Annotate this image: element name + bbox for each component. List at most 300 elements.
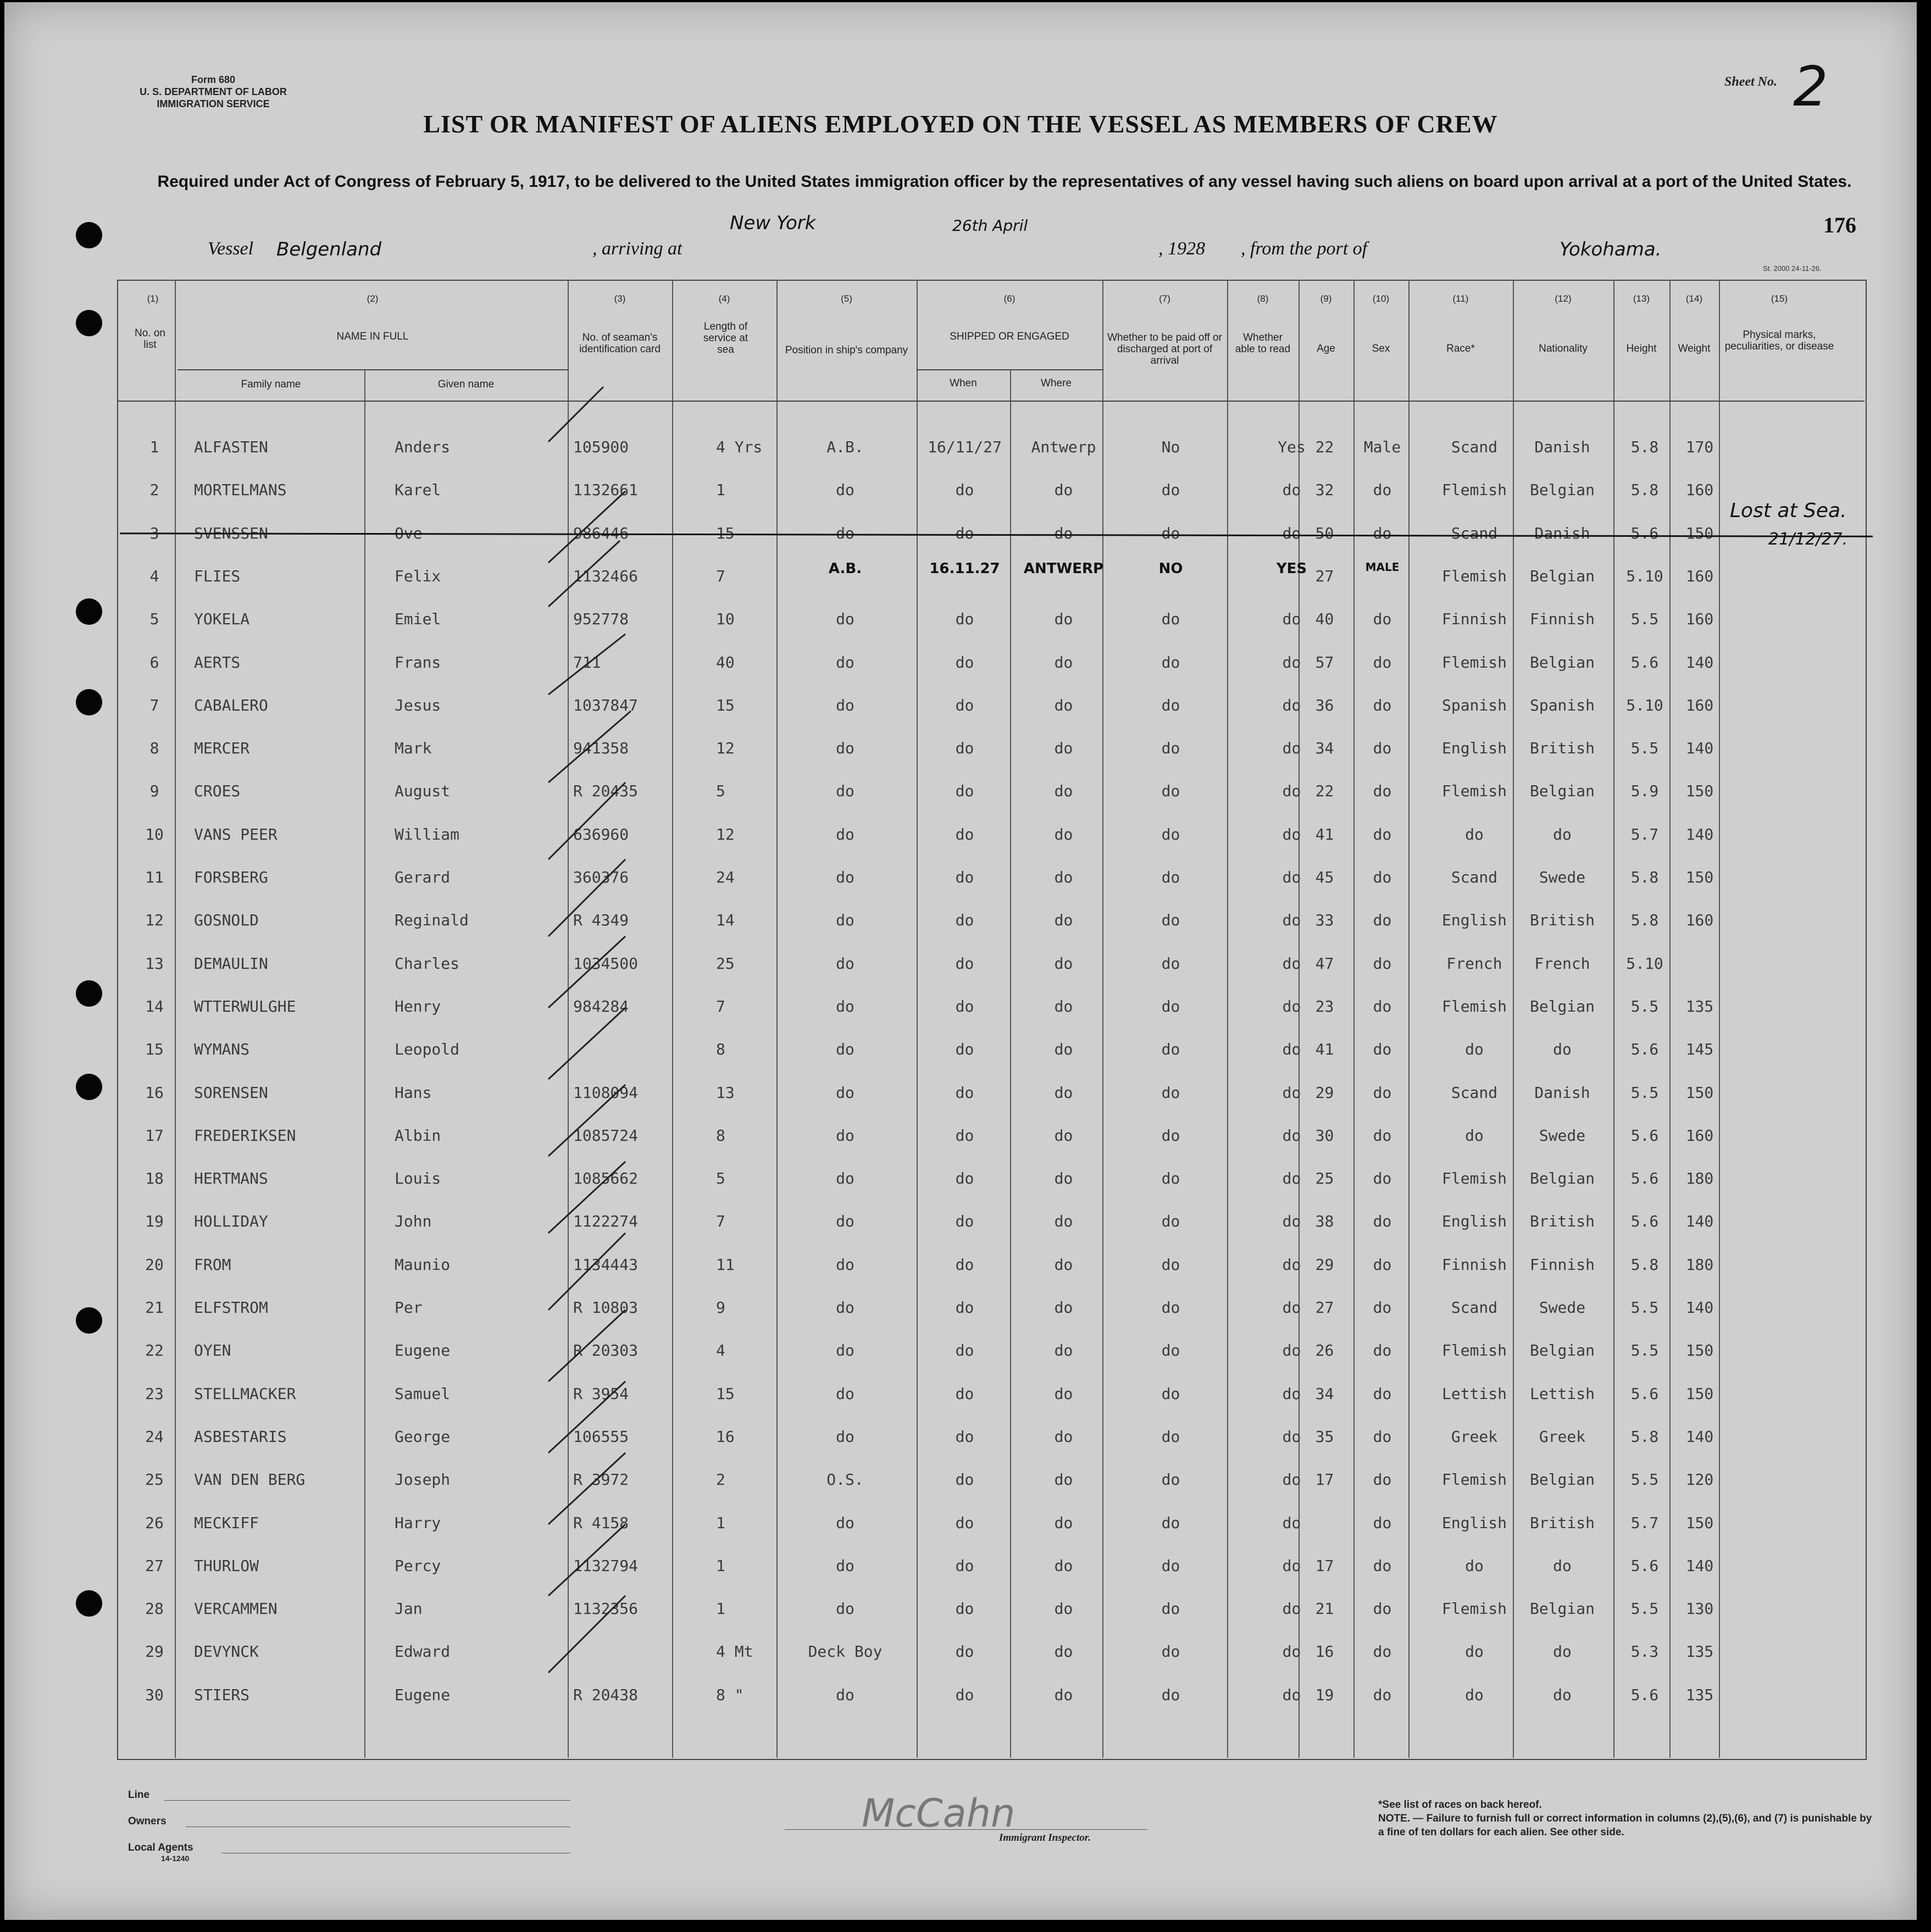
arriving-at: New York [730,212,816,234]
cell-read: do [1282,1084,1301,1102]
cell-wt: 140 [1685,1557,1714,1575]
cell-given: Albin [395,1126,441,1145]
cell-given: Gerard [395,868,451,886]
cell-position: A.B. [826,438,864,456]
cell-given: Felix [395,567,441,585]
from-label: , from the port of [1241,238,1368,259]
cell-id: R 20303 [573,1341,639,1359]
cell-family: FORSBERG [194,868,268,886]
colnum-14: (14) [1685,293,1703,304]
cell-no: 25 [145,1470,164,1489]
cell-given: Louis [395,1169,441,1187]
cell-wt: 135 [1685,1642,1714,1661]
cell-id: R 20438 [573,1686,639,1704]
cell-sex: do [1373,653,1392,671]
cell-no: 11 [145,868,164,886]
cell-age: 25 [1315,1169,1334,1187]
cell-id: 1132794 [573,1557,639,1575]
cell-paid: do [1161,911,1180,929]
cell-read: do [1282,954,1301,973]
cell-wt: 150 [1685,1084,1714,1102]
cell-wt: 180 [1685,1169,1714,1187]
col-sex: Sex [1372,343,1390,354]
cell-read: do [1282,1212,1301,1230]
cell-where: do [1054,868,1073,886]
cell-id: 984284 [573,997,629,1015]
cell-no: 4 [149,567,159,585]
cell-when: do [955,782,974,800]
cell-age: 21 [1315,1600,1334,1618]
cell-age: 17 [1315,1557,1334,1575]
cell-id: 986446 [573,524,629,542]
cell-where: do [1054,739,1073,757]
cell-given: Mark [395,739,432,757]
colnum-8: (8) [1257,293,1269,304]
cell-paid: do [1161,1514,1180,1532]
cell-no: 19 [145,1212,164,1230]
cell-sex: do [1373,825,1392,843]
cell-no: 1 [149,438,159,456]
cell-length: 25 [716,954,735,973]
cell-length: 8 " [716,1686,744,1704]
st-code: St. 2000 24-11-26. [1763,264,1822,273]
cell-position: do [836,1514,854,1532]
footer-code: 14-1240 [161,1854,190,1863]
cell-no: 27 [145,1557,164,1575]
cell-age: 50 [1315,524,1334,542]
cell-no: 28 [145,1600,164,1618]
cell-sex: do [1373,1557,1392,1575]
cell-race: Finnish [1441,1256,1507,1274]
cell-length: 15 [716,1385,735,1403]
cell-family: SORENSEN [194,1084,268,1102]
cell-read: do [1282,825,1301,843]
cell-given: Per [395,1298,423,1317]
cell-position: do [836,1040,854,1058]
cell-when: do [955,868,974,886]
check-marks [4,2,1917,1920]
cell-read: do [1282,739,1301,757]
cell-ht: 5.8 [1630,1256,1659,1274]
cell-id: 1132661 [573,481,639,499]
cell-nat: Belgian [1529,1341,1595,1359]
cell-paid: do [1161,481,1180,499]
cell-read: do [1282,1385,1301,1403]
cell-age: 34 [1315,1385,1334,1403]
cell-position: do [836,653,854,671]
cell-ht: 5.3 [1630,1642,1659,1661]
cell-where: do [1054,1470,1073,1489]
cell-nat: British [1529,739,1595,757]
cell-age: 29 [1315,1084,1334,1102]
cell-sex: do [1373,1428,1392,1446]
cell-family: OYEN [194,1341,231,1359]
cell-race: Flemish [1441,1600,1507,1618]
cell-position: do [836,1600,854,1618]
col-given-name: Given name [437,379,495,390]
cell-position: do [836,1341,854,1359]
cell-position: do [836,1298,854,1317]
cell-family: MORTELMANS [194,481,287,499]
cell-where: do [1054,1084,1073,1102]
cell-length: 7 [716,997,725,1015]
cell-paid: do [1161,1256,1180,1274]
cell-id: R 20435 [573,782,639,800]
cell-family: VANS PEER [194,825,278,843]
cell-race: English [1441,911,1507,929]
cell-family: FLIES [194,567,241,585]
cell-nat: Danish [1534,438,1590,456]
cell-where: do [1054,610,1073,628]
vessel-label: Vessel [208,238,254,259]
cell-when: do [955,1256,974,1274]
cell-given: Harry [395,1514,441,1532]
cell-id: 1037847 [573,696,639,714]
cell-ht: 5.5 [1630,1470,1659,1489]
cell-length: 8 [716,1040,725,1058]
cell-position: do [836,868,854,886]
cell-position: O.S. [826,1470,864,1489]
cell-read: do [1282,1686,1301,1704]
cell-sex: do [1373,1126,1392,1145]
cell-race: do [1465,1557,1484,1575]
cell-when: do [955,1642,974,1661]
cell-ht: 5.5 [1630,1341,1659,1359]
cell-paid: do [1161,610,1180,628]
col-length: Length of service at sea [703,321,748,356]
page-subtitle: Required under Act of Congress of February 5, 1917, to be delivered to the United States immigration officer by the representatives of any vessel having such aliens on board upon arrival at a port of the United States. [157,173,1852,191]
cell-family: AERTS [194,653,241,671]
cell-race: English [1441,739,1507,757]
colnum-11: (11) [1452,293,1469,304]
cell-where: do [1054,696,1073,714]
col-marks: Physical marks, peculiarities, or disease [1724,329,1834,352]
cell-id: 1085724 [573,1126,639,1145]
cell-sex: MALE [1365,560,1400,574]
cell-length: 9 [716,1298,725,1317]
manifest-sheet [4,2,1917,1920]
cell-sex: do [1373,1470,1392,1489]
cell-when: do [955,1385,974,1403]
cell-given: Percy [395,1557,441,1575]
cell-position: do [836,954,854,973]
col-name-in-full: NAME IN FULL [336,331,409,342]
cell-family: STIERS [194,1686,250,1704]
cell-nat: Belgian [1529,567,1595,585]
cell-where: do [1054,911,1073,929]
colnum-7: (7) [1159,293,1170,304]
cell-read: Yes [1278,438,1306,456]
cell-when: do [955,1557,974,1575]
cell-length: 5 [716,1169,725,1187]
cell-position: do [836,1428,854,1446]
cell-length: 5 [716,782,725,800]
cell-nat: British [1529,1212,1595,1230]
cell-no: 18 [145,1169,164,1187]
cell-wt: 160 [1685,696,1714,714]
col-nationality: Nationality [1539,343,1588,354]
cell-no: 26 [145,1514,164,1532]
cell-sex: do [1373,954,1392,973]
cell-nat: Danish [1534,1084,1590,1102]
cell-where: do [1054,653,1073,671]
cell-paid: No [1161,438,1180,456]
cell-position: do [836,1169,854,1187]
cell-age: 45 [1315,868,1334,886]
footer-note [1378,1798,1873,1839]
cell-family: HOLLIDAY [194,1212,268,1230]
cell-when: do [955,1686,974,1704]
cell-sex: do [1373,481,1392,499]
cell-age: 36 [1315,696,1334,714]
cell-where: do [1054,825,1073,843]
serial-number: 176 [1823,213,1856,237]
cell-ht: 5.6 [1630,1212,1659,1230]
cell-paid: do [1161,954,1180,973]
cell-given: Hans [395,1084,432,1102]
cell-race: Scand [1451,524,1498,542]
cell-ht: 5.6 [1630,1169,1659,1187]
cell-length: 10 [716,610,735,628]
cell-ht: 5.5 [1630,1084,1659,1102]
cell-family: ELFSTROM [194,1298,268,1317]
colnum-2: (2) [367,293,379,304]
cell-read: do [1282,1514,1301,1532]
cell-read: do [1282,1298,1301,1317]
col-when: When [950,377,977,389]
cell-no: 12 [145,911,164,929]
cell-family: MERCER [194,739,250,757]
cell-given: Eugene [395,1341,451,1359]
cell-position: do [836,1084,854,1102]
cell-age: 41 [1315,1040,1334,1058]
cell-nat: Danish [1534,524,1590,542]
cell-family: DEMAULIN [194,954,268,973]
cell-paid: NO [1158,560,1183,577]
cell-nat: do [1553,1557,1572,1575]
cell-id: 1132356 [573,1600,639,1618]
cell-race: Flemish [1441,1470,1507,1489]
cell-when: do [955,524,974,542]
cell-family: WYMANS [194,1040,250,1058]
cell-wt: 130 [1685,1600,1714,1618]
cell-nat: Finnish [1529,610,1595,628]
lost-at-sea-date: 21/12/27. [1768,530,1848,549]
cell-length: 1 [716,1557,725,1575]
cell-ht: 5.9 [1630,782,1659,800]
cell-race: do [1465,1126,1484,1145]
cell-read: do [1282,868,1301,886]
cell-wt: 140 [1685,1428,1714,1446]
colnum-6: (6) [1003,293,1016,304]
cell-id: 1108094 [573,1084,639,1102]
cell-where: do [1054,1514,1073,1532]
cell-given: Reginald [395,911,469,929]
cell-given: Maunio [395,1256,451,1274]
cell-age: 33 [1315,911,1334,929]
cell-wt: 140 [1685,825,1714,843]
cell-read: do [1282,1600,1301,1618]
cell-sex: do [1373,782,1392,800]
cell-given: Charles [395,954,460,973]
cell-no: 3 [149,524,159,542]
cell-ht: 5.6 [1630,524,1659,542]
cell-nat: Belgian [1529,1169,1595,1187]
cell-sex: do [1373,1212,1392,1230]
cell-position: Deck Boy [808,1642,883,1661]
cell-age: 57 [1315,653,1334,671]
col-race: Race* [1446,343,1475,354]
cell-race: Flemish [1441,1341,1507,1359]
cell-position: do [836,782,854,800]
cell-sex: do [1373,1084,1392,1102]
cell-family: ALFASTEN [194,438,268,456]
cell-id: 1085662 [573,1169,639,1187]
cell-where: do [1054,1557,1073,1575]
cell-length: 13 [716,1084,735,1102]
colnum-4: (4) [718,293,730,304]
cell-length: 4 Yrs [716,438,763,456]
colnum-15: (15) [1771,293,1788,304]
cell-race: Scand [1451,1084,1498,1102]
cell-read: do [1282,1557,1301,1575]
cell-read: do [1282,1126,1301,1145]
vessel-name: Belgenland [276,238,382,260]
cell-race: Lettish [1441,1385,1507,1403]
cell-no: 7 [149,696,159,714]
cell-race: do [1465,1686,1484,1704]
cell-when: do [955,610,974,628]
cell-where: do [1054,1686,1073,1704]
cell-sex: do [1373,1642,1392,1661]
cell-nat: Belgian [1529,1470,1595,1489]
cell-no: 10 [145,825,164,843]
col-position: Position in ship's company [785,345,908,356]
cell-wt: 140 [1685,1212,1714,1230]
cell-when: do [955,1600,974,1618]
cell-nat: Belgian [1529,653,1595,671]
cell-position: do [836,1557,854,1575]
cell-id: 105900 [573,438,629,456]
cell-where: do [1054,1341,1073,1359]
cell-paid: do [1161,1600,1180,1618]
cell-where: do [1054,954,1073,973]
cell-no: 8 [149,739,159,757]
cell-wt: 150 [1685,868,1714,886]
cell-paid: do [1161,1341,1180,1359]
cell-when: do [955,1126,974,1145]
cell-age: 38 [1315,1212,1334,1230]
cell-paid: do [1161,782,1180,800]
fine-note: NOTE. — Failure to furnish full or correct information in columns (2),(5),(6), and (7) is punishable by a fine of ten dollars for each alien. See other side. [1378,1813,1872,1838]
cell-when: do [955,1169,974,1187]
cell-length: 1 [716,1514,725,1532]
col-family-name: Family name [241,379,301,390]
colnum-5: (5) [841,293,852,304]
cell-family: THURLOW [194,1557,259,1575]
cell-age: 27 [1315,567,1334,585]
cell-sex: Male [1363,438,1401,456]
cell-when: do [955,696,974,714]
cell-family: MECKIFF [194,1514,259,1532]
cell-sex: do [1373,997,1392,1015]
cell-wt: 160 [1685,481,1714,499]
cell-when: do [955,481,974,499]
cell-read: do [1282,911,1301,929]
cell-position: do [836,481,854,499]
cell-paid: do [1161,1428,1180,1446]
cell-where: do [1054,1040,1073,1058]
cell-family: HERTMANS [194,1169,268,1187]
cell-when: 16.11.27 [929,560,1000,577]
cell-no: 17 [145,1126,164,1145]
cell-position: do [836,524,854,542]
cell-id: 106555 [573,1428,629,1446]
cell-where: do [1054,1428,1073,1446]
cell-paid: do [1161,739,1180,757]
cell-no: 6 [149,653,159,671]
cell-ht: 5.5 [1630,610,1659,628]
cell-length: 14 [716,911,735,929]
cell-read: do [1282,997,1301,1015]
cell-wt: 120 [1685,1470,1714,1489]
col-height: Height [1626,343,1657,354]
cell-given: Eugene [395,1686,451,1704]
cell-age: 22 [1315,438,1334,456]
cell-given: Henry [395,997,441,1015]
cell-paid: do [1161,1212,1180,1230]
cell-ht: 5.6 [1630,1126,1659,1145]
cell-length: 2 [716,1470,725,1489]
cell-read: do [1282,1341,1301,1359]
inspector-signature: McCahn [862,1791,1016,1836]
cell-age: 16 [1315,1642,1334,1661]
cell-given: Samuel [395,1385,451,1403]
cell-when: do [955,1212,974,1230]
cell-when: do [955,1470,974,1489]
cell-ht: 5.8 [1630,438,1659,456]
cell-when: do [955,1428,974,1446]
cell-length: 15 [716,696,735,714]
cell-when: 16/11/27 [928,438,1002,456]
cell-where: do [1054,1126,1073,1145]
cell-nat: Belgian [1529,1600,1595,1618]
cell-when: do [955,954,974,973]
cell-when: do [955,1084,974,1102]
cell-family: STELLMACKER [194,1385,296,1403]
cell-nat: Finnish [1529,1256,1595,1274]
cell-id: 1122274 [573,1212,639,1230]
col-no-on-list: No. on list [135,327,165,351]
cell-wt: 150 [1685,782,1714,800]
cell-no: 9 [149,782,159,800]
cell-no: 16 [145,1084,164,1102]
cell-read: do [1282,1428,1301,1446]
cell-given: John [395,1212,432,1230]
cell-where: do [1054,1385,1073,1403]
cell-race: do [1465,825,1484,843]
cell-given: William [395,825,460,843]
cell-length: 11 [716,1256,735,1274]
cell-race: English [1441,1514,1507,1532]
cell-where: Antwerp [1031,438,1096,456]
cell-position: do [836,1686,854,1704]
cell-id: R 4349 [573,911,629,929]
cell-age: 47 [1315,954,1334,973]
cell-age: 34 [1315,739,1334,757]
cell-race: Flemish [1441,1169,1507,1187]
cell-when: do [955,739,974,757]
